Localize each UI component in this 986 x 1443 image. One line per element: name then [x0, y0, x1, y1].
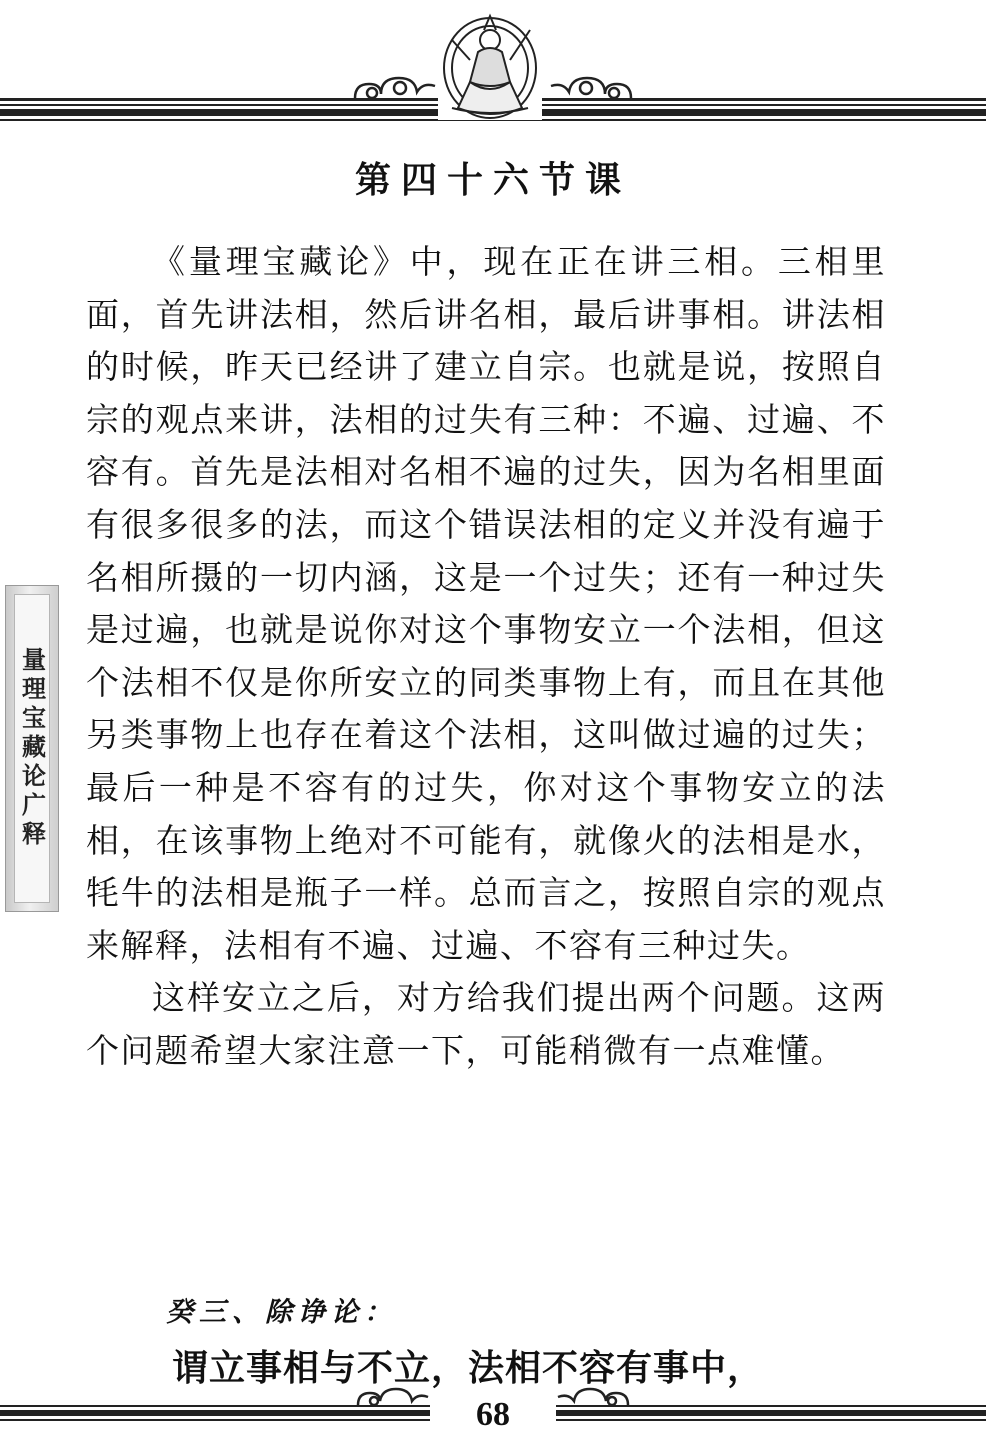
deity-figure-icon — [438, 16, 542, 120]
section-heading: 癸三、除诤论： — [166, 1297, 397, 1328]
lesson-title: 第四十六节课 — [354, 160, 631, 201]
paragraph-2: 这样安立之后，对方给我们提出两个问题。这两个问题希望大家注意一下，可能稍微有一点难懂。 — [86, 978, 886, 1070]
side-tab — [5, 585, 59, 912]
body-text — [86, 236, 886, 1078]
cloud-scroll-right-icon — [551, 78, 631, 98]
page-number: 68 — [476, 1396, 510, 1433]
verse-line: 谓立事相与不立，法相不容有事中， — [172, 1348, 765, 1389]
paragraph-1: 《量理宝藏论》中，现在正在讲三相。三相里面，首先讲法相，然后讲名相，最后讲事相。讲法相的时候，昨天已经讲了建立自宗。也就是说，按照自宗的观点来讲，法相的过失有三种：不遍、过遍、不容有。首先是法相对名相不遍的过失，因为名相里面有很多很多的法，而这个错误法相的定义并没有遍于名相所摄的一切内涵，这是一个过失；还有一种过失是过遍，也就是说你对这个事物安立一个法相，但这个法相不仅是你所安立的同类事物上有，而且在其他另类事物上也存在着这个法相，这叫做过遍的过失；最后一种是不容有的过失，你对这个事物安立的法相，在该事物上绝对不可能有，就像火的法相是水，牦牛的法相是瓶子一样。总而言之，按照自宗的观点来解释，法相有不遍、过遍、不容有三种过失。 — [86, 242, 886, 965]
header-ornament-band — [0, 0, 986, 125]
side-tab-label: 量理宝藏论广释 — [17, 647, 46, 850]
cloud-scroll-left-icon — [355, 78, 435, 98]
